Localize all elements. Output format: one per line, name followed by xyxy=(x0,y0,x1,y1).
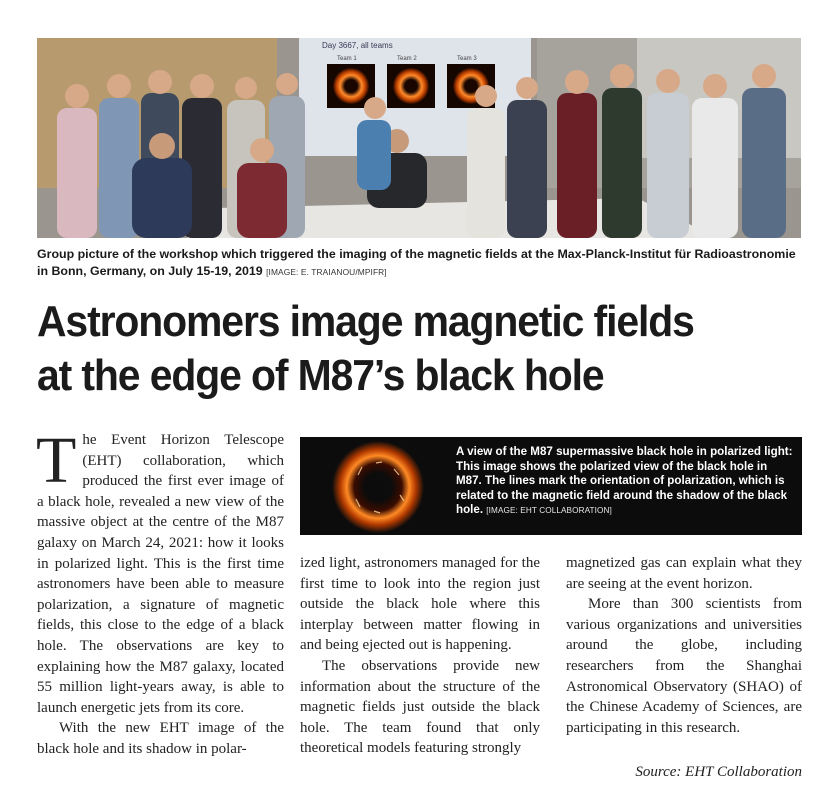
photo-caption xyxy=(37,246,807,281)
article-column-2 xyxy=(300,553,540,759)
black-hole-ring-image xyxy=(300,437,450,535)
paragraph: ized light, astronomers managed for the first time to look into the region just outside the black hole where this interplay between matter flowing in and being ejected out is happening. xyxy=(300,555,540,654)
paragraph: magnetized gas can explain what they are seeing at the event horizon. xyxy=(566,555,802,592)
source-credit: Source: EHT Collaboration xyxy=(635,764,802,780)
inset-credit: [IMAGE: EHT COLLABORATION] xyxy=(486,506,612,515)
group-photo xyxy=(37,38,801,238)
article-column-1 xyxy=(36,424,284,760)
paragraph-text: he Event Horizon Telescope (EHT) collaboration, which produced the first ever image of a black hole, revealed a new view of the massive object at the centre of the M87 galaxy on March 24, 2021: how it looks in polarized light. This is the first time astronomers have been able to measure polarization, a signature of magnetic fields, this close to the edge of a black hole. The observations are key to explaining how the M87 galaxy, located 55 million light-years away, is able to launch energetic jets from its core. xyxy=(37,432,284,716)
headline-line-1: Astronomers image magnetic fields xyxy=(37,297,694,346)
drop-cap: T xyxy=(36,424,77,497)
paragraph: The observations provide new information about the structure of the magnetic fields just outside the black hole. The team found that only theoretical models featuring strongly xyxy=(300,657,540,757)
headline xyxy=(37,295,762,403)
paragraph: More than 300 scientists from various organizations and universities around the globe, including researchers from the Shanghai Astronomical Observatory (SHAO) of the Chinese Academy of Sciences, are participating in this research. xyxy=(566,596,802,736)
screen-label-3: Team 3 xyxy=(457,56,477,62)
photo-credit: [IMAGE: E. TRAIANOU/MPIFR] xyxy=(266,267,387,277)
paragraph xyxy=(36,424,284,718)
screen-label-2: Team 2 xyxy=(397,56,417,62)
inset-caption-text: A view of the M87 supermassive black hole in polarized light: This image shows the polarized view of the black hole in M87. The lines mark the orientation of polarization, which is related to the magnetic field around the shadow of the black hole. xyxy=(456,445,793,516)
group-photo-illustration xyxy=(37,38,801,238)
paragraph: With the new EHT image of the black hole and its shadow in polar- xyxy=(37,720,284,757)
article-column-3 xyxy=(566,553,802,738)
headline-line-2: at the edge of M87’s black hole xyxy=(37,351,604,400)
black-hole-figure xyxy=(300,437,802,535)
screen-title: Day 3667, all teams xyxy=(322,41,393,50)
inset-caption xyxy=(456,445,794,519)
screen-label-1: Team 1 xyxy=(337,56,357,62)
photo-caption-text: Group picture of the workshop which triggered the imaging of the magnetic fields at the Max-Planck-Institut für Radioastronomie in Bonn, Germany, on July 15-19, 2019 xyxy=(37,247,796,278)
